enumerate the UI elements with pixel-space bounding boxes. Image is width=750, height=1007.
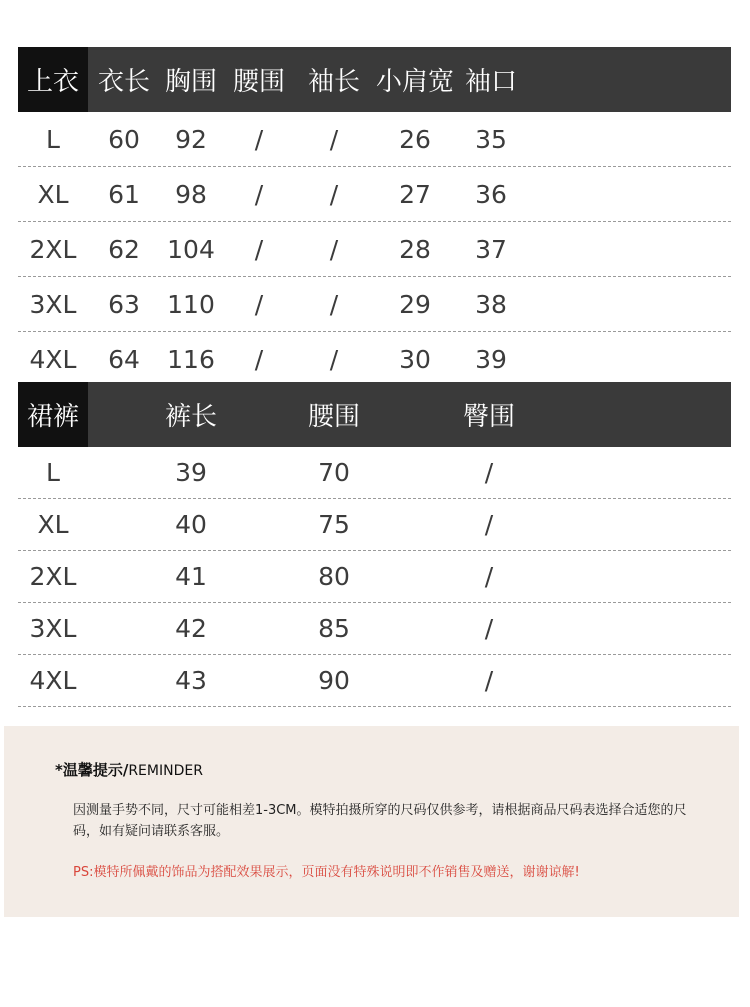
- value-cell: 42: [175, 614, 207, 643]
- table-row: [18, 332, 731, 387]
- value-cell: /: [329, 179, 339, 209]
- bottom-size-table: [18, 382, 731, 707]
- table-row: [18, 603, 731, 655]
- header-chest: 胸围: [164, 67, 217, 97]
- value-cell: /: [484, 562, 494, 591]
- reminder-ps: PS:模特所佩戴的饰品为搭配效果展示，页面没有特殊说明即不作销售及赠送，谢谢谅解!: [73, 865, 580, 880]
- size-cell: XL: [37, 179, 69, 209]
- table-row: [18, 222, 731, 277]
- value-cell: 70: [318, 458, 350, 487]
- header-cuff: 袖口: [464, 67, 517, 97]
- table-row: [18, 167, 731, 222]
- bottom-table-tag: 裙裤: [18, 382, 88, 447]
- table-row: [18, 277, 731, 332]
- value-cell: 61: [108, 179, 140, 209]
- size-cell: 4XL: [29, 666, 77, 695]
- header-waist: 腰围: [232, 67, 285, 97]
- size-cell: XL: [37, 510, 69, 539]
- value-cell: 98: [175, 179, 207, 209]
- reminder-box: [4, 726, 739, 917]
- reminder-title-en: REMINDER: [128, 763, 203, 779]
- value-cell: 63: [108, 289, 140, 319]
- value-cell: /: [254, 124, 264, 154]
- value-cell: 60: [108, 124, 140, 154]
- value-cell: 90: [318, 666, 350, 695]
- value-cell: 26: [399, 124, 431, 154]
- value-cell: 29: [399, 289, 431, 319]
- header-hip: 臀围: [462, 402, 515, 432]
- value-cell: 104: [167, 234, 215, 264]
- reminder-body: 因测量手势不同，尺寸可能相差1-3CM。模特拍摄所穿的尺码仅供参考，请根据商品尺码表选择合适您的尺码，如有疑问请联系客服。: [73, 803, 687, 839]
- top-table-header: [18, 47, 731, 112]
- header-pants-length: 裤长: [164, 402, 217, 432]
- top-size-table: [18, 47, 731, 387]
- header-shoulder: 小肩宽: [375, 67, 454, 97]
- value-cell: /: [254, 179, 264, 209]
- value-cell: /: [254, 344, 264, 374]
- value-cell: 39: [475, 344, 507, 374]
- value-cell: /: [484, 458, 494, 487]
- table-row: [18, 112, 731, 167]
- size-cell: 3XL: [29, 289, 77, 319]
- value-cell: 64: [108, 344, 140, 374]
- value-cell: 27: [399, 179, 431, 209]
- value-cell: 92: [175, 124, 207, 154]
- value-cell: /: [329, 289, 339, 319]
- value-cell: /: [484, 510, 494, 539]
- size-cell: 2XL: [29, 234, 77, 264]
- reminder-title-cn: *温馨提示/: [55, 761, 129, 779]
- value-cell: 37: [475, 234, 507, 264]
- value-cell: 38: [475, 289, 507, 319]
- value-cell: /: [484, 666, 494, 695]
- header-sleeve: 袖长: [307, 67, 360, 97]
- header-length: 衣长: [97, 67, 150, 97]
- table-row: [18, 551, 731, 603]
- value-cell: /: [329, 234, 339, 264]
- value-cell: /: [254, 289, 264, 319]
- value-cell: 75: [318, 510, 350, 539]
- size-cell: 3XL: [29, 614, 77, 643]
- size-cell: 2XL: [29, 562, 77, 591]
- size-cell: L: [46, 124, 60, 154]
- value-cell: 41: [175, 562, 207, 591]
- value-cell: 43: [175, 666, 207, 695]
- value-cell: 85: [318, 614, 350, 643]
- value-cell: 36: [475, 179, 507, 209]
- table-row: [18, 447, 731, 499]
- value-cell: 116: [167, 344, 215, 374]
- value-cell: 62: [108, 234, 140, 264]
- value-cell: 28: [399, 234, 431, 264]
- table-row: [18, 655, 731, 707]
- bottom-table-header: [18, 382, 731, 447]
- size-cell: L: [46, 458, 60, 487]
- top-table-tag: 上衣: [18, 47, 88, 112]
- value-cell: 110: [167, 289, 215, 319]
- reminder-title: [55, 759, 203, 780]
- value-cell: /: [329, 124, 339, 154]
- value-cell: /: [329, 344, 339, 374]
- value-cell: /: [254, 234, 264, 264]
- table-row: [18, 499, 731, 551]
- header-waist: 腰围: [307, 402, 360, 432]
- size-cell: 4XL: [29, 344, 77, 374]
- value-cell: /: [484, 614, 494, 643]
- value-cell: 40: [175, 510, 207, 539]
- value-cell: 80: [318, 562, 350, 591]
- value-cell: 39: [175, 458, 207, 487]
- value-cell: 30: [399, 344, 431, 374]
- value-cell: 35: [475, 124, 507, 154]
